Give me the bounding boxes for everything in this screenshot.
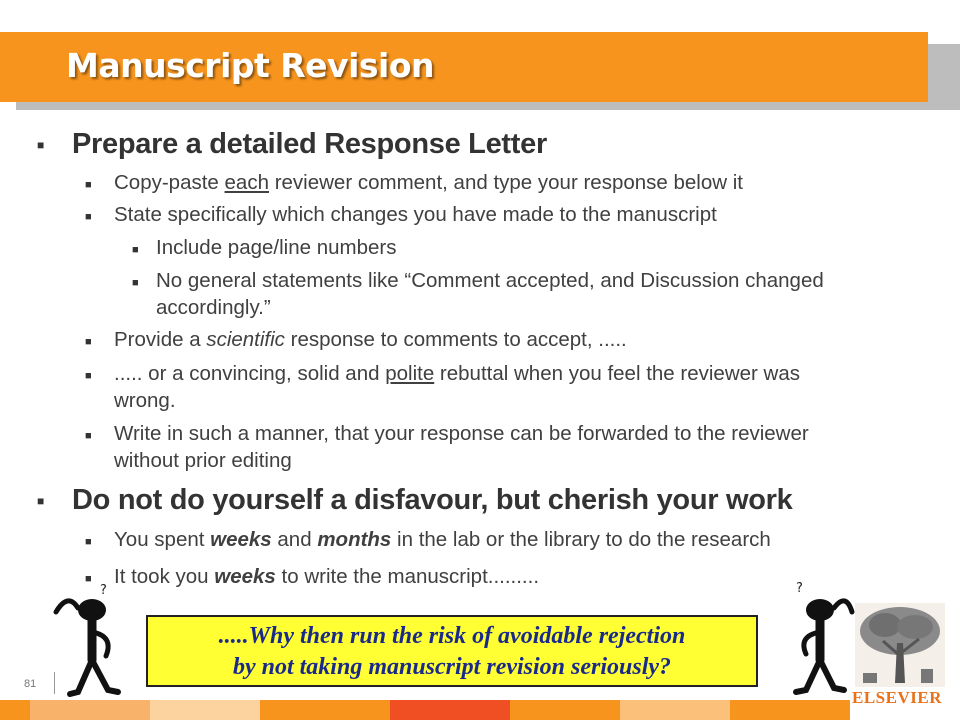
- bullet-marker: ■: [85, 179, 92, 191]
- callout-line-2: by not taking manuscript revision seriously?: [232, 654, 672, 680]
- bullet-text: Copy-paste each reviewer comment, and type your response below it: [114, 171, 744, 194]
- bullet-text: Include page/line numbers: [156, 236, 397, 259]
- bullet-marker: ■: [85, 430, 92, 442]
- bullet-text: Prepare a detailed Response Letter: [72, 128, 547, 160]
- thinking-stick-figure-icon: [778, 578, 858, 707]
- slide-title: Manuscript Revision: [66, 46, 435, 85]
- bullet-marker: ■: [132, 244, 139, 256]
- bullet-text: ..... or a convincing, solid and polite rebuttal when you feel the reviewer was: [114, 362, 801, 385]
- bullet-text: State specifically which changes you have made to the manuscript: [114, 203, 717, 226]
- thinking-stick-figure-icon: [48, 582, 138, 707]
- svg-text:?: ?: [796, 581, 803, 596]
- elsevier-wordmark: ELSEVIER: [852, 688, 942, 707]
- bullet-marker: ■: [132, 277, 139, 289]
- slide-number: 81: [24, 678, 37, 690]
- bullet-marker: ■: [85, 573, 92, 585]
- bullet-text-continued: accordingly.”: [156, 296, 271, 319]
- callout-line-1: .....Why then run the risk of avoidable rejection: [218, 623, 686, 649]
- bullet-marker: ■: [85, 370, 92, 382]
- svg-text:?: ?: [100, 583, 107, 598]
- bullet-text: It took you weeks to write the manuscript.........: [114, 565, 540, 588]
- bullet-marker: ■: [85, 211, 92, 223]
- elsevier-tree-logo-icon: [855, 603, 945, 692]
- bullet-marker: ■: [37, 494, 45, 508]
- bullet-text-continued: wrong.: [114, 389, 176, 412]
- slide-number-divider: [54, 672, 55, 694]
- bullet-marker: ■: [85, 536, 92, 548]
- bullet-marker: ■: [85, 336, 92, 348]
- bullet-text: Provide a scientific response to comments to accept, .....: [114, 328, 627, 351]
- bottom-color-strip: [0, 700, 960, 720]
- bullet-text-continued: without prior editing: [114, 449, 292, 472]
- bullet-text: Do not do yourself a disfavour, but cherish your work: [72, 484, 793, 516]
- bullet-text: No general statements like “Comment accepted, and Discussion changed: [156, 269, 824, 292]
- callout-box: [146, 615, 758, 687]
- bullet-text: Write in such a manner, that your response can be forwarded to the reviewer: [114, 422, 809, 445]
- bullet-marker: ■: [37, 138, 45, 152]
- bullet-text: You spent weeks and months in the lab or the library to do the research: [114, 528, 771, 551]
